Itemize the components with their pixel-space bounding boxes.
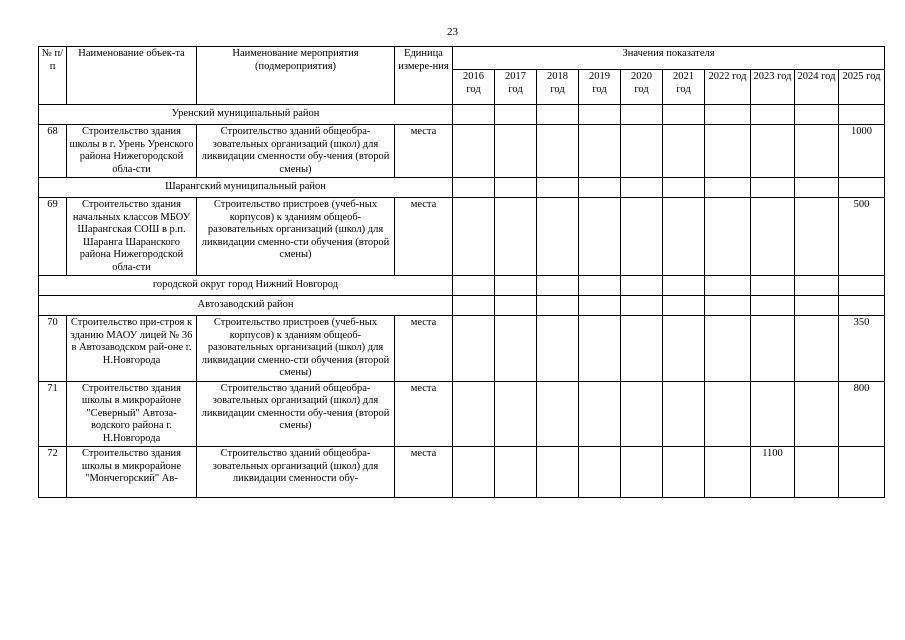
table-row — [39, 125, 885, 178]
value-cell — [663, 198, 705, 276]
object-name: Строительство здания школы в микрорайоне "Северный" Автоза-водского района г. Н.Новгорода — [67, 381, 197, 447]
value-cell — [795, 381, 839, 447]
value-cell — [663, 125, 705, 178]
header-year: 2020 год — [621, 70, 663, 105]
unit: места — [395, 447, 453, 498]
header-unit: Единица измере-ния — [395, 47, 453, 105]
value-cell — [537, 447, 579, 498]
value-cell — [495, 447, 537, 498]
value-cell — [751, 198, 795, 276]
value-cell — [795, 316, 839, 382]
value-cell — [621, 447, 663, 498]
value-cell — [453, 447, 495, 498]
header-year: 2025 год — [839, 70, 885, 105]
value-cell — [795, 447, 839, 498]
header-year: 2018 год — [537, 70, 579, 105]
value-cell — [579, 381, 621, 447]
unit: места — [395, 125, 453, 178]
table-row — [39, 447, 885, 498]
section-row — [39, 296, 885, 316]
value-cell — [621, 316, 663, 382]
value-cell — [537, 316, 579, 382]
value-cell — [495, 381, 537, 447]
value-cell — [495, 125, 537, 178]
section-title: Уренский муниципальный район — [39, 105, 453, 125]
value-cell — [705, 198, 751, 276]
section-row — [39, 178, 885, 198]
object-name: Строительство при-строя к зданию МАОУ лицей № 36 в Автозаводском рай-оне г. Н.Новгорода — [67, 316, 197, 382]
row-number: 70 — [39, 316, 67, 382]
value-cell — [453, 381, 495, 447]
value-cell — [795, 198, 839, 276]
value-cell — [705, 125, 751, 178]
value-cell — [453, 316, 495, 382]
header-year: 2022 год — [705, 70, 751, 105]
section-title: городской округ город Нижний Новгород — [39, 276, 453, 296]
measure-name: Строительство пристроев (учеб-ных корпусов) к зданиям общеоб-разовательных организаций (школ) для ликвидации сменно-сти обучения (второй смены) — [197, 316, 395, 382]
value-cell — [537, 381, 579, 447]
section-row — [39, 276, 885, 296]
section-title: Шарангский муниципальный район — [39, 178, 453, 198]
measure-name: Строительство пристроев (учеб-ных корпусов) к зданиям общеоб-разовательных организаций (школ) для ликвидации сменно-сти обучения (второй смены) — [197, 198, 395, 276]
indicators-table — [38, 46, 885, 498]
value-cell — [537, 198, 579, 276]
value-cell — [705, 316, 751, 382]
value-cell: 1100 — [751, 447, 795, 498]
value-cell — [579, 447, 621, 498]
value-cell — [795, 125, 839, 178]
unit: места — [395, 381, 453, 447]
page-number: 23 — [447, 26, 458, 38]
header-values-group: Значения показателя — [453, 47, 885, 70]
value-cell — [621, 198, 663, 276]
value-cell — [751, 316, 795, 382]
table-row — [39, 316, 885, 382]
row-number: 69 — [39, 198, 67, 276]
unit: места — [395, 316, 453, 382]
value-cell — [705, 381, 751, 447]
value-cell — [579, 125, 621, 178]
value-cell — [663, 316, 705, 382]
row-number: 71 — [39, 381, 67, 447]
header-measure: Наименование мероприятия (подмероприятия) — [197, 47, 395, 105]
value-cell — [495, 316, 537, 382]
row-number: 68 — [39, 125, 67, 178]
object-name: Строительство здания школы в микрорайоне "Мончегорский" Ав- — [67, 447, 197, 498]
object-name: Строительство здания школы в г. Урень Уренского района Нижегородской обла-сти — [67, 125, 197, 178]
header-year: 2023 год — [751, 70, 795, 105]
table-row — [39, 198, 885, 276]
value-cell — [621, 381, 663, 447]
value-cell: 800 — [839, 381, 885, 447]
value-cell — [453, 198, 495, 276]
header-year: 2017 год — [495, 70, 537, 105]
measure-name: Строительство зданий общеобра-зовательных организаций (школ) для ликвидации сменности обу- — [197, 447, 395, 498]
measure-name: Строительство зданий общеобра-зовательных организаций (школ) для ликвидации сменности обу-чения (второй смены) — [197, 125, 395, 178]
value-cell — [839, 447, 885, 498]
value-cell — [579, 198, 621, 276]
value-cell — [453, 125, 495, 178]
section-row — [39, 105, 885, 125]
value-cell — [495, 198, 537, 276]
section-title: Автозаводский район — [39, 296, 453, 316]
value-cell — [537, 125, 579, 178]
value-cell — [579, 316, 621, 382]
unit: места — [395, 198, 453, 276]
value-cell — [663, 381, 705, 447]
value-cell — [751, 381, 795, 447]
measure-name: Строительство зданий общеобра-зовательных организаций (школ) для ликвидации сменности обу-чения (второй смены) — [197, 381, 395, 447]
value-cell — [705, 447, 751, 498]
value-cell — [751, 125, 795, 178]
value-cell: 500 — [839, 198, 885, 276]
header-object: Наименование объек-та — [67, 47, 197, 105]
row-number: 72 — [39, 447, 67, 498]
header-year: 2021 год — [663, 70, 705, 105]
table-row — [39, 381, 885, 447]
value-cell — [621, 125, 663, 178]
value-cell: 350 — [839, 316, 885, 382]
object-name: Строительство здания начальных классов МБОУ Шарангская СОШ в р.п. Шаранга Шаранского района Нижегородской обла-сти — [67, 198, 197, 276]
header-num: № п/п — [39, 47, 67, 105]
value-cell: 1000 — [839, 125, 885, 178]
value-cell — [663, 447, 705, 498]
header-year: 2019 год — [579, 70, 621, 105]
header-year: 2024 год — [795, 70, 839, 105]
header-year: 2016 год — [453, 70, 495, 105]
